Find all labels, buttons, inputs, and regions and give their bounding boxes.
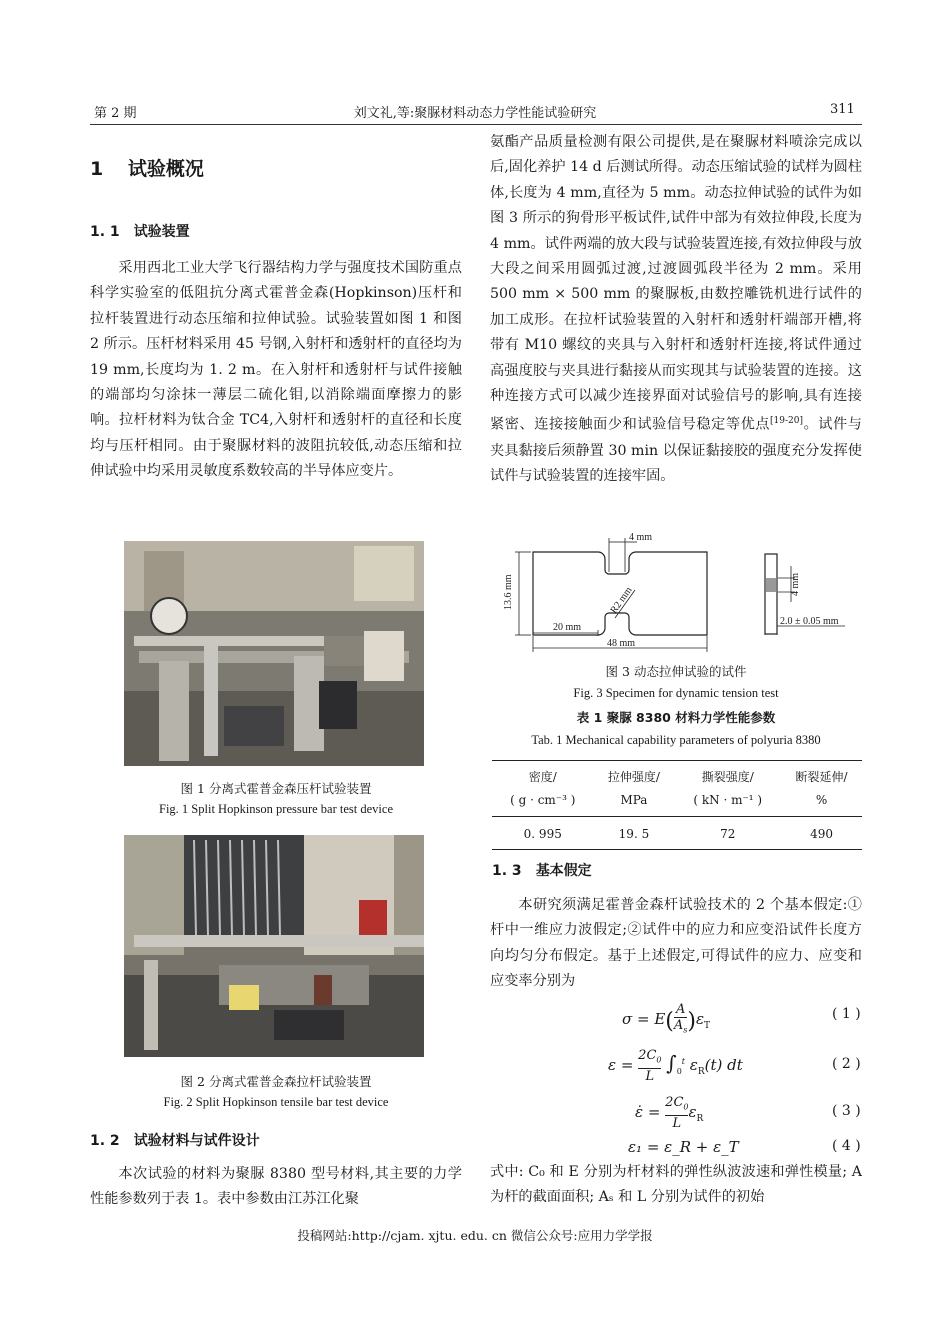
subsection-number: 1. 3 — [492, 863, 522, 879]
running-title: 刘文礼,等:聚脲材料动态力学性能试验研究 — [353, 106, 597, 121]
equation-4-number: ( 4 ) — [832, 1138, 861, 1154]
table-header-row — [492, 761, 862, 786]
table-cell-density: 0. 995 — [523, 827, 562, 841]
figure-3-caption-en: Fig. 3 Specimen for dynamic tension test — [573, 686, 779, 700]
paragraph-test-setup: 采用西北工业大学飞行器结构力学与强度技术国防重点科学实验室的低阻抗分离式霍普金森(Hopkinson)压杆和拉杆装置进行动态压缩和拉伸试验。试验装置如图 1 和图 2 所示。压杆材料采用 45 号钢,入射杆和透射杆的直径均为 19 mm,长度均为 1. 2 m。在入射杆和透射杆与试件接触的端部均匀涂抹一薄层二硫化钼,以消除端面摩擦力的影响。拉杆材料为钛合金 TC4,入射杆和透射杆的直径和长度均与压杆相同。由于聚脲材料的波阻抗较低,动态压缩和拉伸试验中均采用灵敏度系数较高的半导体应变片。 — [90, 260, 462, 480]
equation-3-number: ( 3 ) — [832, 1103, 861, 1119]
journal-issue: 第 2 期 — [94, 106, 137, 121]
paragraph-assumptions: 本研究须满足霍普金森杆试验技术的 2 个基本假定:①杆中一维应力波假定;②试件中的应力和应变沿试件长度方向均匀分布假定。基于上述假定,可得试件的应力、应变和应变率分别为 — [490, 897, 862, 990]
subsection-number: 1. 2 — [90, 1133, 120, 1149]
pressure-bar-photo — [124, 541, 424, 766]
table-row — [492, 817, 862, 850]
paragraph-material-c-text: 。试件与夹具黏接后须静置 30 min 以保证黏接胶的强度充分发挥使试件与试验装置的连接牢固。 — [490, 417, 862, 485]
equation-2: ε = $\frac{2C_0}{L}$ $\int_0^t$ $\varepsilon_R(t)$ dt — [608, 1048, 743, 1084]
figure-3-caption-cn: 图 3 动态拉伸试验的试件 — [605, 664, 747, 679]
tensile-bar-photo — [124, 835, 424, 1057]
figure-1-caption-cn: 图 1 分离式霍普金森压杆试验装置 — [180, 781, 372, 796]
citation-ref: [19-20] — [770, 416, 804, 427]
table-unit-tensile: MPa — [620, 793, 648, 807]
table-cell-elongation: 490 — [810, 827, 834, 841]
subsection-heading-1-1 — [90, 221, 190, 241]
section-heading-1 — [90, 154, 204, 181]
figure-2-caption-en: Fig. 2 Split Hopkinson tensile bar test device — [163, 1095, 389, 1109]
equation-1-number: ( 1 ) — [832, 1006, 861, 1022]
table-1-caption-en: Tab. 1 Mechanical capability parameters of polyuria 8380 — [531, 733, 821, 747]
table-cell-tear: 72 — [720, 827, 736, 841]
table-cell-tensile: 19. 5 — [618, 827, 650, 841]
equation-1-lhs: σ = E — [622, 1009, 666, 1028]
header-rule — [90, 124, 862, 125]
page-number: 311 — [830, 102, 855, 117]
paragraph-material-b-text: 氨酯产品质量检测有限公司提供,是在聚脲材料喷涂完成以后,固化养护 14 d 后测试所得。动态压缩试验的试样为圆柱体,长度为 4 mm,直径为 5 mm。动态拉伸试验的试件为如图 3 所示的狗骨形平板试件,试件中部为有效拉伸段,长度为 4 mm。试件两端的放大段与试验装置连接,有效拉伸段与放大段之间采用圆弧过渡,过渡圆弧段半径为 2 mm。采用 500 mm × 500 mm 的聚脲板,由数控雕铣机进行试件的加工成形。在拉杆试验装置的入射杆和透射杆端部开槽,将带有 M10 螺纹的夹具与入射杆和透射杆连接,将试件通过高强度胶与夹具进行黏接从而实现其与试验装置的连接。这种连接方式可以减少连接界面对试验信号的影响,具有连接紧密、连接接触面少和试验信号稳定等优点 — [490, 134, 862, 434]
section-number: 1 — [90, 158, 104, 180]
table-1 — [492, 760, 862, 850]
dim-side: 4 mm — [790, 572, 801, 596]
dim-height: 13.6 mm — [503, 574, 514, 610]
table-header-tensile: 拉伸强度/ — [607, 770, 660, 784]
figure-1-caption-en: Fig. 1 Split Hopkinson pressure bar test device — [159, 802, 393, 816]
dim-total: 48 mm — [607, 638, 636, 649]
subsection-title: 试验材料与试件设计 — [133, 1133, 260, 1149]
table-unit-density: ( g · cm⁻³ ) — [510, 793, 576, 807]
figure-2-caption-cn: 图 2 分离式霍普金森拉杆试验装置 — [180, 1074, 372, 1089]
subsection-title: 试验装置 — [133, 224, 190, 240]
table-header-density: 密度/ — [528, 770, 557, 784]
equation-4: ε₁ = ε_R + ε_T — [628, 1138, 739, 1156]
paragraph-material-a: 本次试验的材料为聚脲 8380 型号材料,其主要的力学性能参数列于表 1。表中参数由江苏江化聚 — [90, 1166, 462, 1208]
dim-thickness: 2.0 ± 0.05 mm — [780, 616, 839, 627]
dim-top: 4 mm — [629, 532, 653, 543]
table-header-tear: 撕裂强度/ — [701, 770, 754, 784]
equation-3-lhs: ε̇ = — [635, 1102, 661, 1121]
subsection-title: 基本假定 — [535, 863, 592, 879]
subsection-number: 1. 1 — [90, 224, 120, 240]
paragraph-symbols: 式中: C₀ 和 E 分别为杆材料的弹性纵波波速和弹性模量; A 为杆的截面面积; Aₛ 和 L 分别为试件的初始 — [490, 1164, 862, 1206]
equation-3: ε̇ = $\frac{2C_0}{L}$ $\varepsilon_R$ — [635, 1095, 704, 1131]
section-title: 试验概况 — [127, 158, 204, 180]
table-unit-row — [492, 785, 862, 817]
equation-2-lhs: ε = — [608, 1055, 634, 1074]
figure-1-photo — [124, 541, 424, 766]
paragraph-material-b — [490, 130, 862, 489]
table-1-caption-cn: 表 1 聚脲 8380 材料力学性能参数 — [576, 710, 776, 725]
subsection-heading-1-2 — [90, 1130, 260, 1150]
subsection-heading-1-3 — [492, 860, 592, 880]
dim-radius: R2 mm — [608, 585, 635, 616]
dim-left: 20 mm — [553, 622, 582, 633]
figure-2-photo — [124, 835, 424, 1057]
table-header-elongation: 断裂延伸/ — [795, 770, 848, 784]
table-unit-elongation: % — [815, 793, 828, 807]
footer-info: 投稿网站:http://cjam. xjtu. edu. cn 微信公众号:应用力学学报 — [297, 1228, 653, 1243]
table-unit-tear: ( kN · m⁻¹ ) — [693, 793, 763, 807]
equation-1: σ = E( $\frac{A}{A_s}$ )$\varepsilon_T$ — [622, 1002, 711, 1035]
equation-2-number: ( 2 ) — [832, 1056, 861, 1072]
figure-3-specimen-drawing — [495, 530, 865, 655]
